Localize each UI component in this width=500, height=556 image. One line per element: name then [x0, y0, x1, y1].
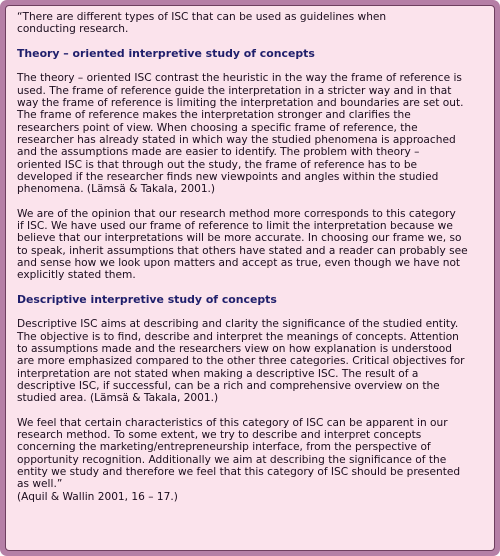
spacer — [17, 282, 485, 294]
paragraph-descriptive: Descriptive ISC aims at describing and clarity the significance of the studied entity. The objective is to find, describe and interpret the meanings of concepts. Attention to assumptions made and the researchers view on how explanation is understood are more emphasized compared to the other three categories. Critical objectives for interpretation are not stated when making a descriptive ISC. The result of a descriptive ISC, if successful, can be a rich and comprehensive overview on the studied area. (Lämsä & Takala, 2001.) — [17, 318, 465, 405]
spacer — [17, 405, 485, 417]
heading-theory-oriented: Theory – oriented interpretive study of concepts — [17, 46, 315, 60]
intro-paragraph: “There are different types of ISC that can be used as guidelines when conducting research. — [17, 11, 387, 36]
quote-panel — [5, 5, 495, 551]
citation: (Aquil & Wallin 2001, 16 – 17.) — [17, 490, 178, 503]
paragraph-opinion: We are of the opinion that our research method more corresponds to this category if ISC. We have used our frame of reference to limit the interpretation because we believe that our interpretations will be more accurate. In choosing our frame we, so to speak, inherit assumptions that others have stated and a reader can probably see and sense how we look upon matters and accept as true, even though we have not explicitly stated them. — [17, 207, 468, 282]
spacer — [17, 306, 485, 318]
paragraph-feel: We feel that certain characteristics of this category of ISC can be apparent in our research method. To some extent, we try to describe and interpret concepts concerning the marketing/entrepreneurship interface, from the perspective of opportunity recognition. Additionally we aim at describing the significance of the entity we study and therefore we feel that this category of ISC should be presented as well.” — [17, 416, 461, 491]
spacer — [17, 60, 485, 72]
heading-descriptive: Descriptive interpretive study of concepts — [17, 292, 277, 306]
paragraph-theory-oriented: The theory – oriented ISC contrast the heuristic in the way the frame of reference is used. The frame of reference guide the interpretation in a stricter way and in that way the frame of reference is limiting the interpretation and boundaries are set out. The frame of reference makes the interpretation stronger and clarifies the researchers point of view. When choosing a specific frame of reference, the researcher has already stated in which way the studied phenomena is approached and the assumptions made are easier to identify. The problem with theory – oriented ISC is that through out the study, the frame of reference has to be developed if the researcher finds new viewpoints and angles within the studied phenomena. (Lämsä & Takala, 2001.) — [17, 72, 464, 196]
spacer — [17, 195, 485, 207]
